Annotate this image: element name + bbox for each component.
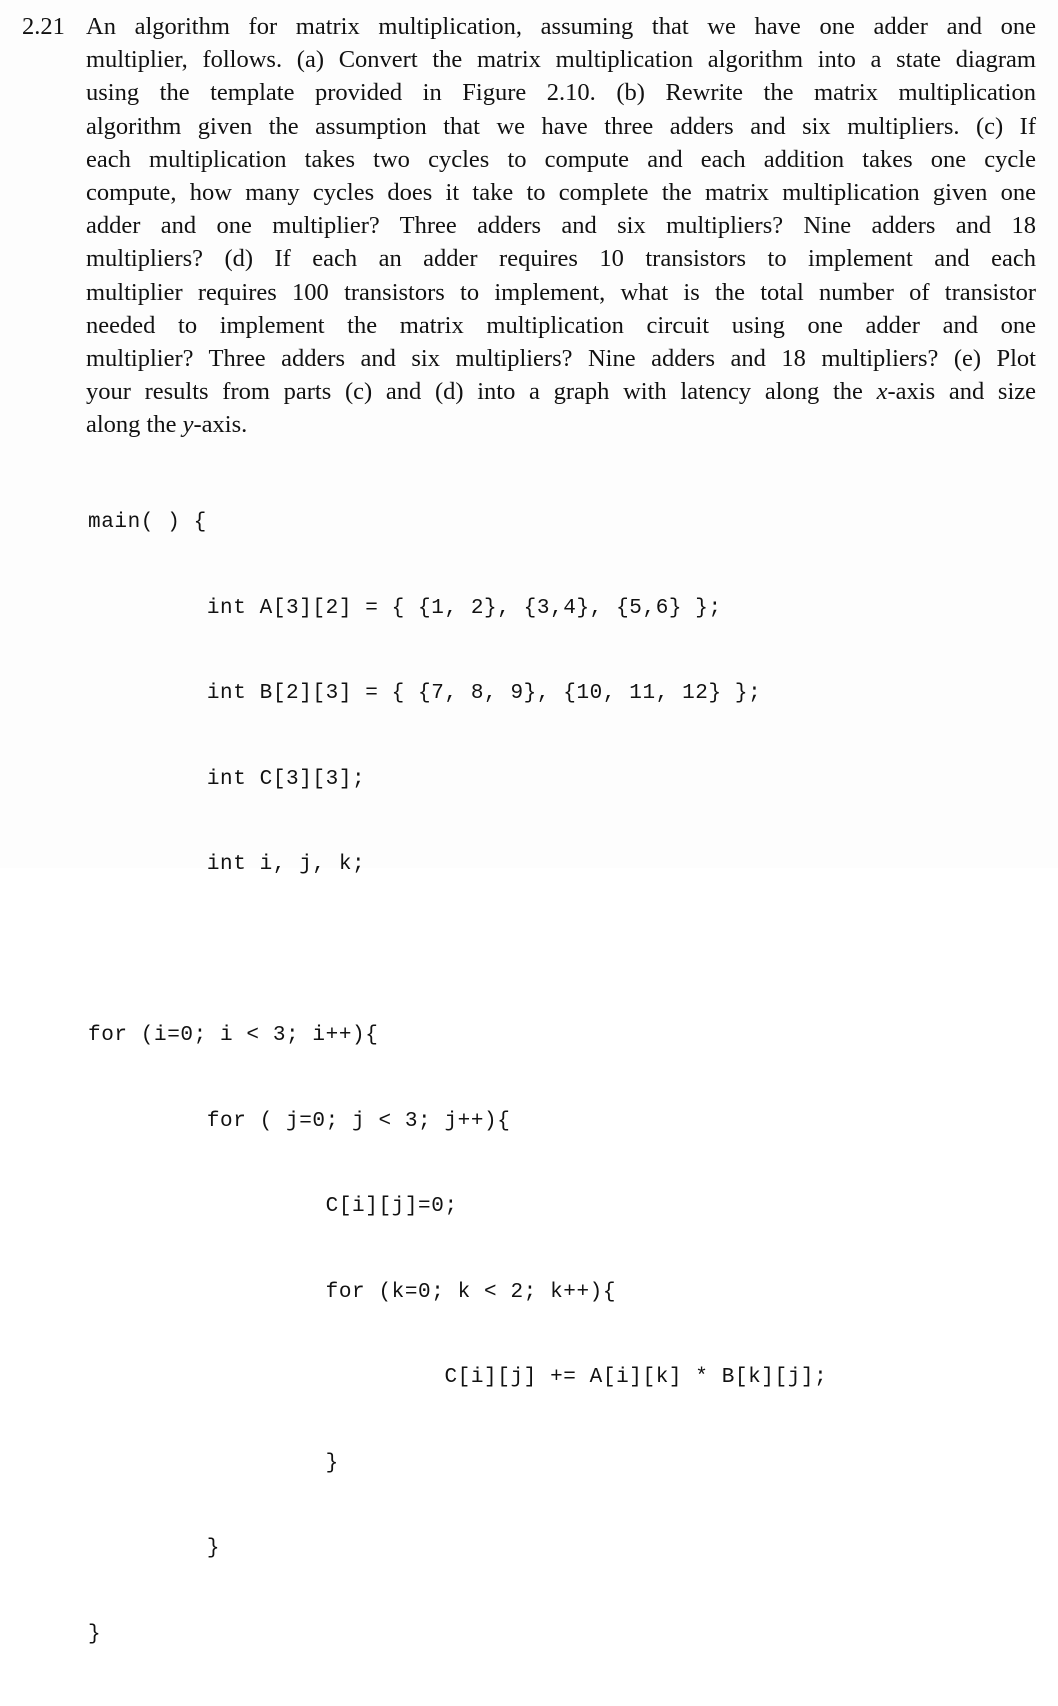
problem-line-last [86,408,1036,441]
problem-line: An algorithm for matrix multiplication, assuming that we have one adder and one [86,13,1036,40]
code-line: int C[3][3]; [88,767,366,791]
problem-line-text: your results from parts (c) and (d) into a graph with latency along the [86,378,863,406]
code-line-blank [88,937,827,966]
problem-line-text: -axis and size [887,378,1037,406]
code-line: main( ) { [88,511,207,534]
code-line: int A[3][2] = { {1, 2}, {3,4}, {5,6} }; [88,596,722,620]
problem-line: compute, how many cycles does it take to complete the matrix multiplication given one [86,179,1036,207]
code-line: for (i=0; i < 3; i++){ [88,1024,379,1047]
code-line: C[i][j] += A[i][k] * B[k][j]; [88,1366,828,1389]
problem-line: needed to implement the matrix multiplication circuit using one adder and one [86,311,1036,339]
code-line: } [88,1622,102,1646]
problem-line: multiplier? Three adders and six multipliers? Nine adders and 18 multipliers? (e) Plot [86,345,1036,373]
code-line: } [88,1537,221,1560]
problem-line: multiplier, follows. (a) Convert the matrix multiplication algorithm into a state diagram [86,46,1036,74]
y-axis-variable: y [182,411,194,439]
problem-line: adder and one multiplier? Three adders and six multipliers? Nine adders and 18 [86,212,1036,240]
problem-number: 2.21 [22,13,65,40]
code-line: for ( j=0; j < 3; j++){ [88,1109,511,1133]
x-axis-variable: x [876,378,888,406]
problem-line: multiplier requires 100 transistors to implement, what is the total number of transistor [86,278,1036,306]
problem-line: using the template provided in Figure 2.10. (b) Rewrite the matrix multiplication [86,79,1036,107]
code-line: C[i][j]=0; [88,1195,458,1218]
code-line: } [88,1451,339,1475]
problem-line-text: -axis. [193,411,248,439]
code-line: int i, j, k; [88,853,366,876]
problem-line: multipliers? (d) If each an adder requires 10 transistors to implement and each [86,245,1036,273]
problem-line-axes [86,375,1036,408]
problem-line: algorithm given the assumption that we have three adders and six multipliers. (c) If [86,112,1036,140]
problem-line-text: along the [86,411,177,439]
problem-statement [86,10,1036,442]
code-line: int B[2][3] = { {7, 8, 9}, {10, 11, 12} }; [88,682,762,705]
code-line: for (k=0; k < 2; k++){ [88,1280,617,1304]
code-listing [88,452,827,1706]
problem-line: each multiplication takes two cycles to compute and each addition takes one cycle [86,145,1036,173]
